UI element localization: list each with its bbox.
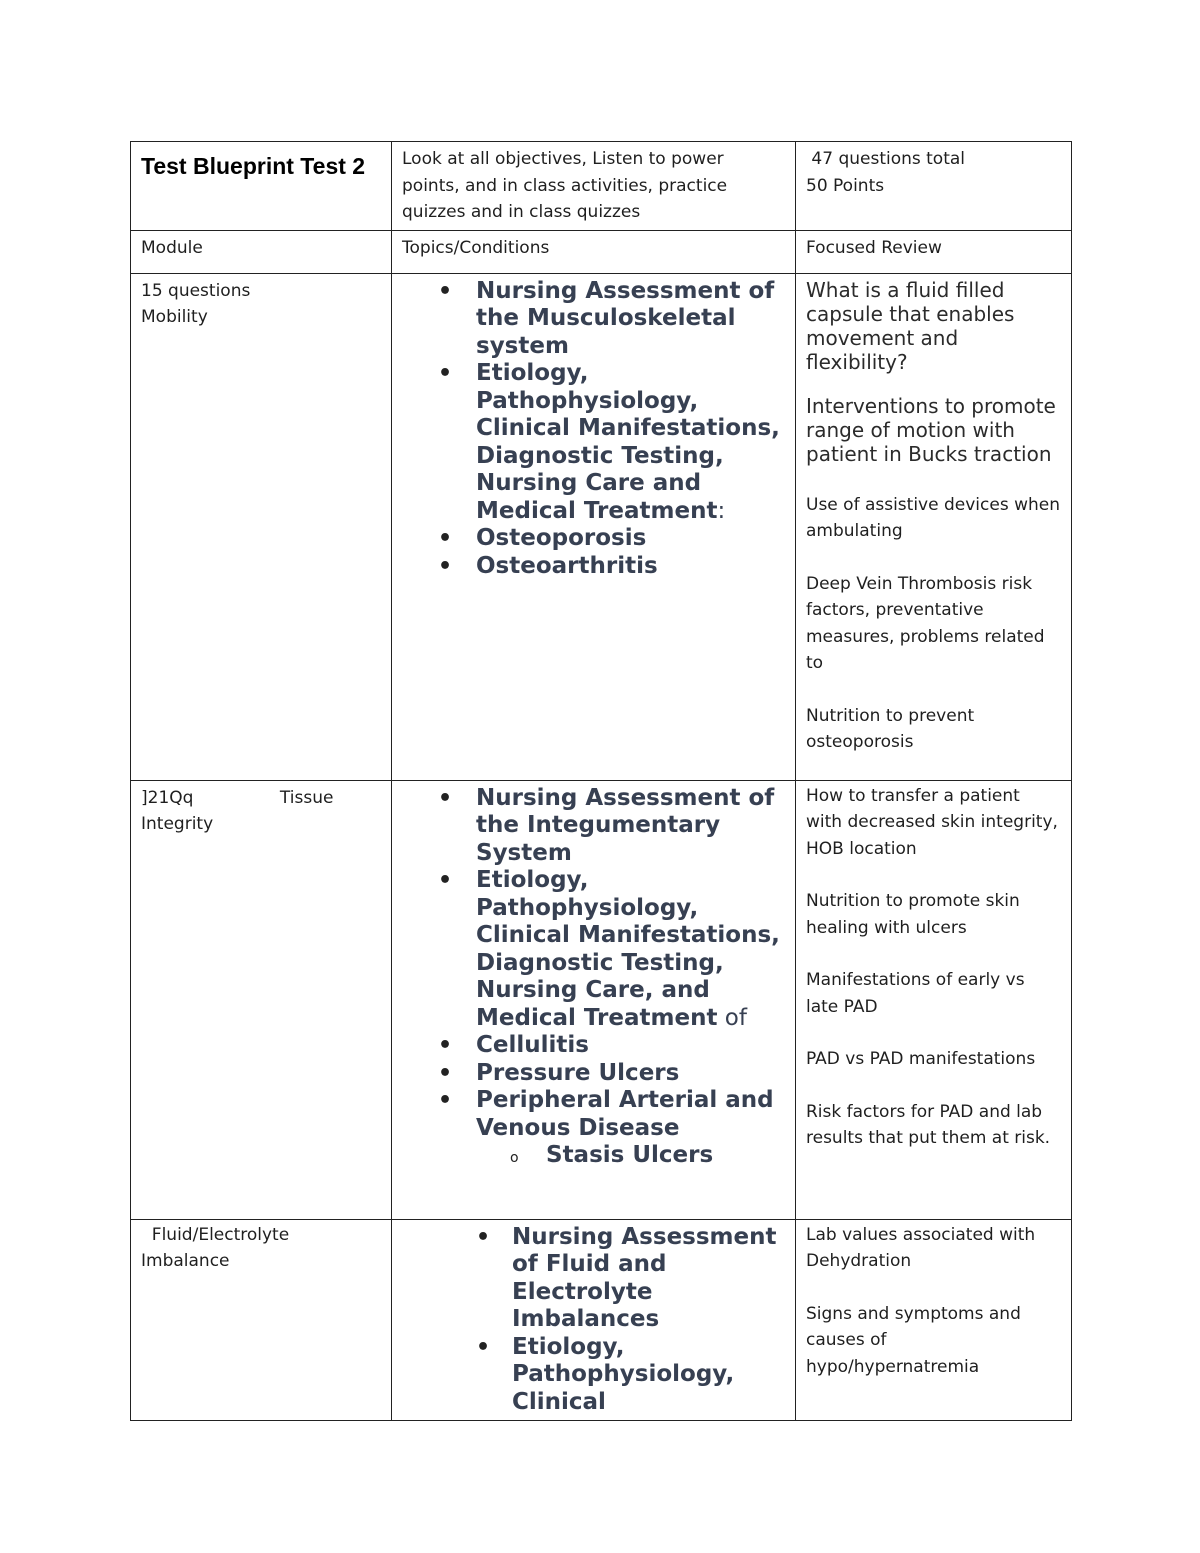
module-name: Integrity: [141, 814, 214, 834]
totals-cell: [796, 142, 1072, 231]
review-item: Nutrition to promote skin healing with ulcers: [806, 891, 1020, 938]
blueprint-table: [130, 141, 1072, 1421]
topic-item: • Etiology, Pathophysiology, Clinical: [476, 1333, 735, 1415]
bullet-icon: •: [438, 553, 453, 579]
topic-item: • Osteoarthritis: [438, 552, 658, 579]
topics-list: [402, 785, 785, 1170]
points-total: 50 Points: [806, 175, 885, 196]
bullet-icon: •: [438, 526, 453, 551]
column-header-topics: Topics/Conditions: [392, 230, 796, 273]
bullet-icon: •: [438, 1033, 453, 1058]
topic-item: • Pressure Ulcers: [438, 1059, 680, 1086]
column-header-row: [131, 230, 1072, 273]
module-cell: [131, 1219, 392, 1421]
review-item: How to transfer a patient with decreased skin integrity, HOB location: [806, 785, 1058, 859]
module-row-mobility: [131, 273, 1072, 780]
module-cell: [131, 780, 392, 1219]
topics-list: [402, 1224, 785, 1417]
bullet-icon: •: [438, 1060, 453, 1086]
review-cell: [796, 1219, 1072, 1421]
bullet-icon: •: [438, 361, 453, 386]
topic-item: • Nursing Assessment of the Integumentary System: [438, 784, 775, 866]
topic-subitem: o Stasis Ulcers: [402, 1142, 785, 1170]
topics-cell: [392, 273, 796, 780]
header-row: [131, 142, 1072, 231]
bullet-icon: •: [476, 1224, 491, 1250]
bullet-icon: •: [438, 1088, 453, 1113]
topic-item: • Etiology, Pathophysiology, Clinical Manifestations, Diagnostic Testing, Nursing Care, and Medical Treatment of: [438, 867, 780, 1031]
module-name: Mobility: [141, 307, 208, 327]
review-item: Manifestations of early vs late PAD: [806, 970, 1025, 1017]
topic-item: • Cellulitis: [438, 1032, 589, 1058]
review-item: Deep Vein Thrombosis risk factors, preventative measures, problems related to: [806, 573, 1045, 673]
review-item: Nutrition to prevent osteoporosis: [806, 705, 975, 752]
review-cell: [796, 273, 1072, 780]
instructions-cell: [392, 142, 796, 231]
review-item: Risk factors for PAD and lab results that put them at risk.: [806, 1101, 1051, 1148]
topics-cell: [392, 780, 796, 1219]
bullet-icon: •: [438, 785, 453, 811]
bullet-icon: •: [438, 278, 453, 304]
review-item: What is a fluid filled capsule that enables movement and flexibility?: [806, 277, 1015, 374]
module-question-count: 15 questions: [141, 280, 251, 301]
module-row-fluid-electrolyte: [131, 1219, 1072, 1421]
title-cell: [131, 142, 392, 231]
module-name-line2: Imbalance: [141, 1251, 230, 1271]
module-question-count: ]21Qq Tissue: [141, 787, 334, 808]
review-item: PAD vs PAD manifestations: [806, 1049, 1036, 1069]
review-item: Use of assistive devices when ambulating: [806, 494, 1060, 541]
topic-item: • Etiology, Pathophysiology, Clinical Manifestations, Diagnostic Testing, Nursing Care and Medical Treatment:: [438, 360, 780, 524]
sub-bullet-icon: o: [510, 1150, 519, 1166]
topic-item: • Nursing Assessment of the Musculoskeletal system: [438, 277, 775, 359]
bullet-icon: •: [438, 868, 453, 893]
topics-cell: [392, 1219, 796, 1421]
question-count: 47 questions total: [806, 149, 966, 169]
column-header-review: Focused Review: [796, 230, 1072, 273]
bullet-icon: •: [476, 1334, 491, 1360]
review-cell: [796, 780, 1072, 1219]
topic-item: • Nursing Assessment of Fluid and Electrolyte Imbalances: [476, 1223, 777, 1332]
review-item: Lab values associated with Dehydration: [806, 1224, 1036, 1271]
topic-item: • Peripheral Arterial and Venous Disease: [438, 1087, 774, 1141]
column-header-module: Module: [131, 230, 392, 273]
module-name-line1: Fluid/Electrolyte: [141, 1224, 290, 1245]
review-item: Signs and symptoms and causes of hypo/hypernatremia: [806, 1303, 1021, 1377]
document-title: Test Blueprint Test 2: [141, 153, 366, 179]
module-cell: [131, 273, 392, 780]
topics-list: [402, 278, 785, 581]
topic-item: • Osteoporosis: [438, 525, 647, 551]
instructions-text: Look at all objectives, Listen to power points, and in class activities, practice quizzes and in class quizzes: [402, 149, 728, 222]
review-item: Interventions to promote range of motion with patient in Bucks traction: [806, 393, 1056, 466]
module-row-tissue-integrity: [131, 780, 1072, 1219]
